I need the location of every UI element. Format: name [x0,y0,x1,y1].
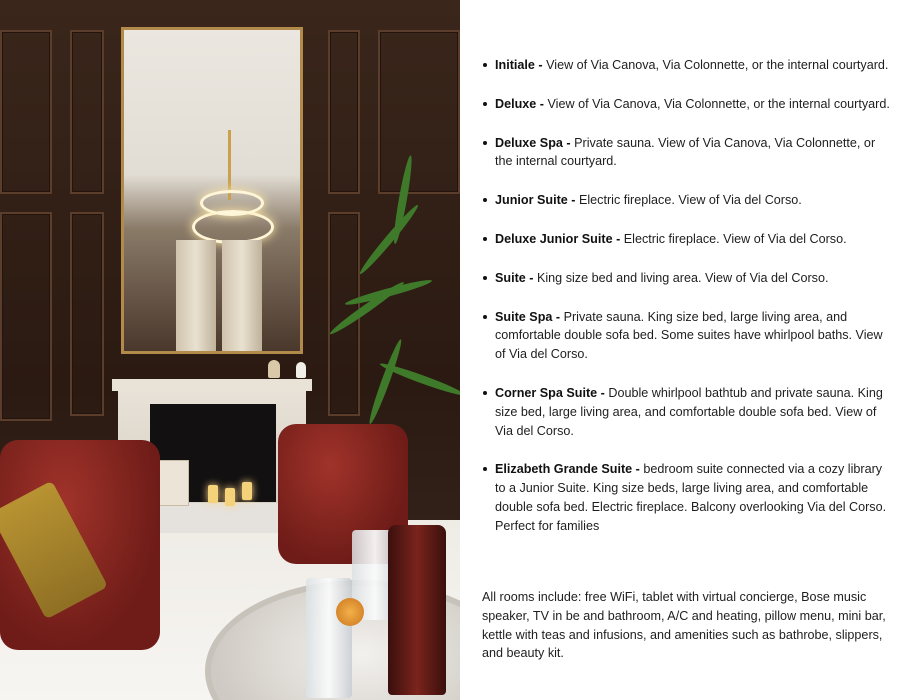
room-description: Private sauna. View of Via Canova, Via Colonnette, or the internal courtyard. [495,135,876,169]
curtain [176,240,216,354]
crystal-glass [306,578,352,698]
wall-panel [378,30,460,194]
room-name: Junior Suite - [495,193,576,208]
room-name: Suite Spa - [495,309,561,324]
room-item [470,95,890,114]
room-item [470,460,890,535]
room-description: Private sauna. King size bed, large living area, and comfortable double sofa bed. Some suites have whirlpool baths. View of Via del Corso. [495,309,883,362]
wall-panel [0,30,52,194]
room-name: Deluxe Spa - [495,135,571,150]
room-item [470,384,890,440]
mantel [112,379,312,391]
room-description: View of Via Canova, Via Colonnette, or the internal courtyard. [546,58,889,72]
room-description: Electric fireplace. View of Via del Corso. [623,231,847,246]
room-name: Corner Spa Suite - [495,385,605,400]
room-item [470,134,890,172]
room-list [470,56,890,536]
room-description: King size bed and living area. View of Via del Corso. [536,270,829,285]
room-name: Deluxe - [495,96,544,111]
doorway [0,212,52,421]
wall-panel [70,212,104,416]
room-name: Initiale - [495,58,543,72]
room-item [470,308,890,364]
room-item [470,191,890,210]
candle [225,488,235,506]
room-descriptions [470,0,895,700]
room-name: Deluxe Junior Suite - [495,231,621,246]
room-name: Elizabeth Grande Suite - [495,462,640,477]
room-name: Suite - [495,270,534,285]
wall-panel [70,30,104,194]
wall-mirror [121,27,303,354]
plant-leaf [366,338,404,425]
amenities-note: All rooms include: free WiFi, tablet with virtual concierge, Bose music speaker, TV in be and bathroom, A/C and heating, pillow menu, mini bar, kettle with teas and infusions, and amenities such as bathrobe, slippers, and beauty kit. [482,590,886,661]
candle [208,485,218,503]
chandelier [200,190,264,216]
vase [268,360,280,378]
room-item [470,269,890,288]
orange-slice [336,598,364,626]
candle [242,482,252,500]
room-item [470,230,890,249]
room-description: Double whirlpool bathtub and private sauna. King size bed, large living area, and comfortable double sofa bed. View of Via del Corso. [495,385,883,438]
wall-panel [328,30,360,194]
room-item [470,56,890,75]
room-description: Electric fireplace. View of Via del Corso. [578,193,802,208]
liquor-decanter [388,525,446,695]
plant-leaf [357,202,421,276]
room-description: bedroom suite connected via a cozy library to a Junior Suite. King size beds, large living area, and comfortable double sofa bed. Electric fireplace. Balcony overlooking Via del Corso. Perfect for families [495,462,887,533]
room-description: View of Via Canova, Via Colonnette, or the internal courtyard. [547,96,890,111]
vase [296,362,306,378]
curtain [222,240,262,354]
